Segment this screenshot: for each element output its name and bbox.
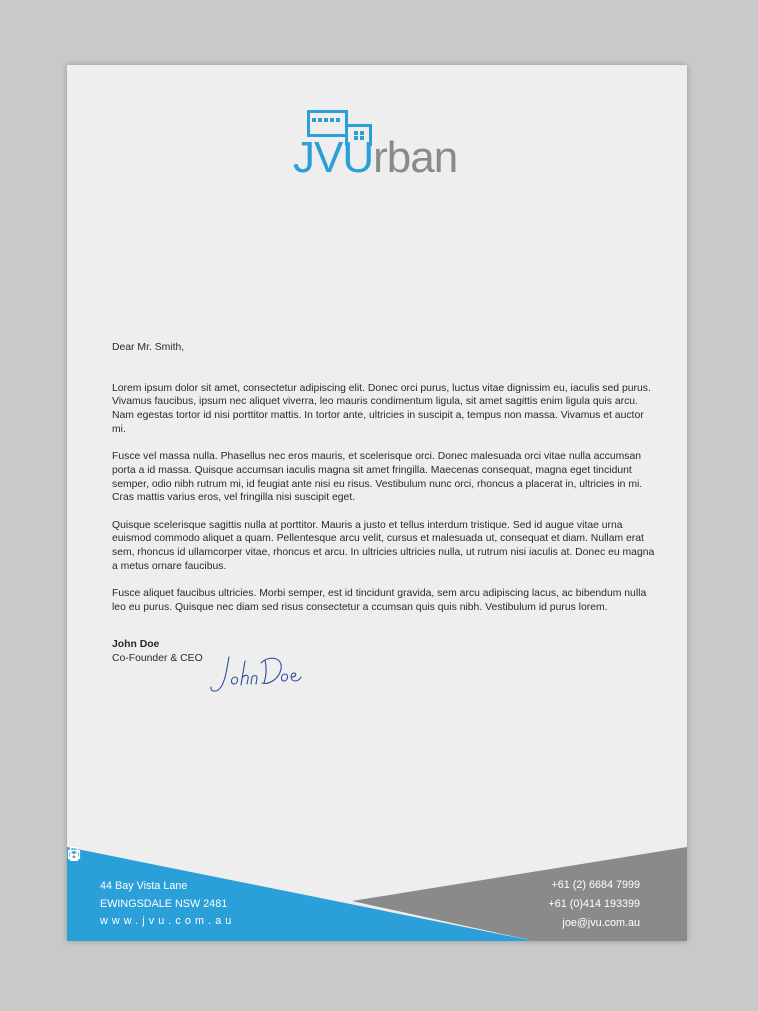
letter-body: [112, 341, 659, 628]
handwritten-signature: [207, 647, 307, 697]
email-address[interactable]: joe@jvu.com.au: [562, 917, 640, 929]
letterhead-footer: [67, 847, 687, 941]
envelope-icon: [67, 847, 81, 861]
mobile-number: +61 (0)414 193399: [548, 898, 640, 910]
sign-off: [112, 638, 203, 666]
logo-wordmark: [293, 133, 458, 182]
sender-name: John Doe: [112, 639, 160, 650]
phone-number: +61 (2) 6684 7999: [551, 879, 640, 891]
salutation: Dear Mr. Smith,: [112, 342, 185, 353]
paragraph-2: Fusce vel massa nulla. Phasellus nec eros mauris, et scelerisque orci. Donec malesuada orci vitae nulla accumsan porta a id massa. Quisque accumsan iaculis magna sit amet fringilla. Maecenas consequat, magna eget tincidunt semper, odio nibh rutrum mi, id feugiat ante nisi eu risus. Vestibulum nunc orci, rhoncus a placerat in, ultricies in mi. Cras mattis varius eros, vel fringilla nisi suscipit eget.: [112, 451, 643, 504]
paragraph-3: Quisque scelerisque sagittis nulla at porttitor. Mauris a justo et tellus interdum tristique. Sed id augue vitae urna euismod commodo aliquet a quam. Pellentesque arcu velit, cursus et malesuada ut, consequat et diam. Nullam erat sem, rhoncus id ullamcorper vitae, rhoncus et arcu. In ultricies ultricies nulla, ut rutrum nisi iaculis at. Donec eu magna a metus ornare faucibus.: [112, 519, 655, 572]
letterhead-sheet: [67, 65, 687, 941]
address-line-1: 44 Bay Vista Lane: [100, 880, 188, 892]
paragraph-1: Lorem ipsum dolor sit amet, consectetur adipiscing elit. Donec orci purus, luctus vitae dignissim eu, iaculis sed purus. Vivamus faucibus, ipsum nec aliquet viverra, leo mauris condimentum ligula, sit amet sagittis enim ligula quis arcu. Nam egestas tortor id nisi porttitor mattis. In tortor ante, ultricies in suscipit a, tempus non massa. Vivamus et auctor mi.: [112, 382, 651, 435]
company-logo: [293, 107, 468, 187]
sender-title: Co-Founder & CEO: [112, 653, 203, 664]
logo-wordmark-jvu: JVU: [293, 133, 374, 182]
paragraph-4: Fusce aliquet faucibus ultricies. Morbi semper, est id tincidunt gravida, sem arcu adipiscing lacus, ac bibendum nulla leo eu purus. Quisque nec diam sed risus consectetur a ccumsan quis quis nibh. Vestibulum id purus lorem.: [112, 588, 647, 613]
address-line-2: EWINGSDALE NSW 2481: [100, 898, 228, 910]
website-link[interactable]: www.jvu.com.au: [100, 915, 236, 927]
logo-wordmark-rban: rban: [373, 133, 458, 182]
